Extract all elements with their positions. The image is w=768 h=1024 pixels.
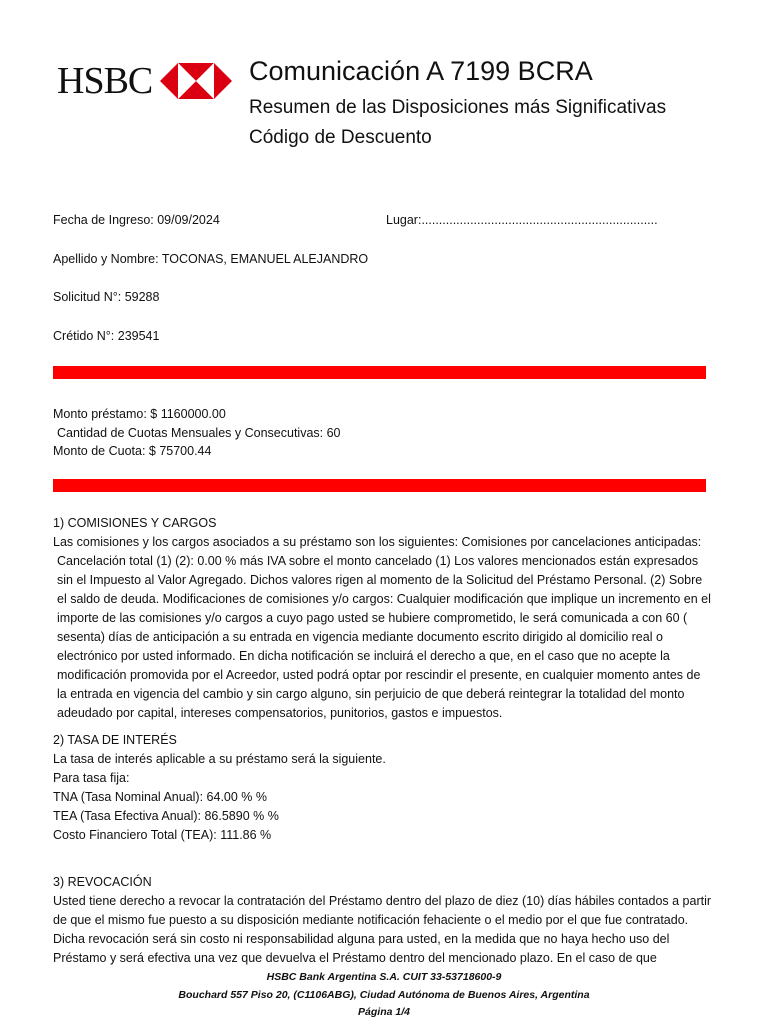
hsbc-logo <box>57 62 232 100</box>
section-text: Usted tiene derecho a revocar la contratación del Préstamo dentro del plazo de diez (10) días hábiles contados a partir de que el mismo fue puesto a su disposición mediante notificación fehaciente o el medio por el que fue contratado. Dicha revocación será sin costo ni responsabilidad alguna para usted, en la medida que no haya hecho uso del Préstamo y será efectiva una vez que devuelva el Préstamo dentro del mencionado plazo. En el caso de que <box>53 894 712 965</box>
section-text: La tasa de interés aplicable a su préstamo será la siguiente. <box>53 752 386 766</box>
section-revocacion <box>53 873 713 968</box>
section-tasa <box>53 731 713 845</box>
section-title: 3) REVOCACIÓN <box>53 875 152 889</box>
section-title: 2) TASA DE INTERÉS <box>53 733 177 747</box>
section-text: Cancelación total (1) (2): 0.00 % más IVA sobre el monto cancelado (1) Los valores mencionados están expresados sin el Impuesto al Valor Agregado. Dichos valores rigen al momento de la Solicitud del Préstamo Personal. (2) Sobre el saldo de deuda. Modificaciones de comisiones y/o cargos: Cualquier modificación que implique un incremento en el importe de las comisiones y/o cargos a cuyo pago usted se hubiere comprometido, le será comunicada a con 60 ( sesenta) días de anticipación a su entrada en vigencia mediante documento escrito dirigido al domicilio real o electrónico por usted informado. En dicha notificación se incluirá el derecho a que, en el caso que no acepte la modificación promovida por el Acreedor, usted podrá optar por rescindir el presente, en cualquier momento antes de la entrada en vigencia del cambio y sin cargo alguno, sin perjuicio de que deberá reintegrar la totalidad del monto adeudado por capital, intereses compensatorios, punitorios, gastos e impuestos. <box>57 554 711 720</box>
cft-value: Costo Financiero Total (TEA): 111.86 % <box>53 828 272 842</box>
monto-cuota: Monto de Cuota: $ 75700.44 <box>53 444 212 458</box>
credito-numero: Crétido N°: 239541 <box>53 329 160 343</box>
page-title: Comunicación A 7199 BCRA <box>249 56 593 86</box>
apellido-nombre: Apellido y Nombre: TOCONAS, EMANUEL ALEJANDRO <box>53 252 369 266</box>
red-divider <box>53 479 706 492</box>
page-number: Página 1/4 <box>358 1006 410 1018</box>
page-subtitle: Resumen de las Disposiciones más Significativas <box>249 97 667 118</box>
section-text: Las comisiones y los cargos asociados a su préstamo son los siguientes: Comisiones por cancelaciones anticipadas: <box>53 535 702 549</box>
tna-value: TNA (Tasa Nominal Anual): 64.00 % % <box>53 790 267 804</box>
hsbc-hexagon-icon <box>160 63 232 99</box>
cantidad-cuotas: Cantidad de Cuotas Mensuales y Consecutivas: 60 <box>57 426 341 440</box>
section-text: Para tasa fija: <box>53 771 130 785</box>
solicitud-numero: Solicitud N°: 59288 <box>53 290 160 304</box>
lugar-field: Lugar:.................................................................... <box>386 213 658 227</box>
red-divider <box>53 366 706 379</box>
footer-company: HSBC Bank Argentina S.A. CUIT 33-53718600-9 <box>266 971 502 983</box>
page-subtitle-code: Código de Descuento <box>249 127 432 148</box>
section-comisiones <box>53 514 713 723</box>
fecha-ingreso: Fecha de Ingreso: 09/09/2024 <box>53 213 220 227</box>
logo-text: HSBC <box>57 60 153 102</box>
tea-value: TEA (Tasa Efectiva Anual): 86.5890 % % <box>53 809 279 823</box>
section-title: 1) COMISIONES Y CARGOS <box>53 516 217 530</box>
monto-prestamo: Monto préstamo: $ 1160000.00 <box>53 407 226 421</box>
footer-address: Bouchard 557 Piso 20, (C1106ABG), Ciudad Autónoma de Buenos Aires, Argentina <box>178 989 590 1001</box>
